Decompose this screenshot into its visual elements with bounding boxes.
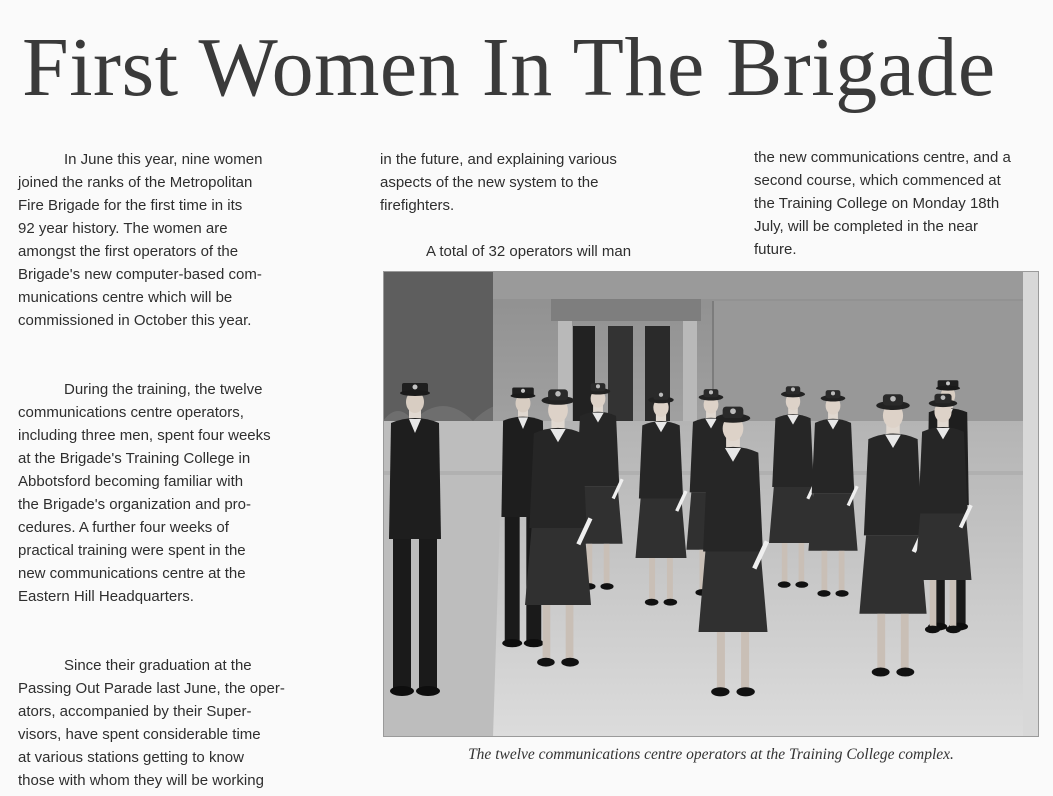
text-line: 92 year history. The women are: [18, 220, 228, 237]
text-line: in the future, and explaining various: [380, 151, 617, 168]
text-line: visors, have spent considerable time: [18, 726, 261, 743]
text-line: amongst the first operators of the: [18, 243, 239, 260]
text-line: the Training College on Monday 18th: [754, 195, 1000, 212]
text-line: In June this year, nine women: [64, 151, 263, 168]
column-1: [18, 148, 318, 792]
text-line: munications centre which will be: [18, 289, 233, 306]
text-line: Abbotsford becoming familiar with: [18, 473, 244, 490]
text-line: During the training, the twelve: [64, 381, 263, 398]
text-line: July, will be completed in the near: [754, 218, 979, 235]
text-line: Since their graduation at the: [64, 657, 252, 674]
text-line: those with whom they will be working: [18, 772, 264, 789]
headline: First Women In The Brigade: [22, 21, 996, 114]
text-line: future.: [754, 241, 797, 258]
text-line: the Brigade's organization and pro-: [18, 496, 252, 513]
text-line: joined the ranks of the Metropolitan: [18, 174, 253, 191]
group-photo: [383, 271, 1039, 737]
text-line: including three men, spent four weeks: [18, 427, 271, 444]
text-line: practical training were spent in the: [18, 542, 246, 559]
text-line: aspects of the new system to the: [380, 174, 599, 191]
text-line: Fire Brigade for the first time in its: [18, 197, 243, 214]
text-line: Eastern Hill Headquarters.: [18, 588, 194, 605]
text-line: ators, accompanied by their Super-: [18, 703, 252, 720]
photo-caption: The twelve communications centre operators at the Training College complex.: [468, 746, 954, 763]
text-line: second course, which commenced at: [754, 172, 1001, 189]
text-line: Passing Out Parade last June, the oper-: [18, 680, 285, 697]
text-line: the new communications centre, and a: [754, 149, 1011, 166]
text-line: communications centre operators,: [18, 404, 244, 421]
text-line: at the Brigade's Training College in: [18, 450, 251, 467]
text-line: new communications centre at the: [18, 565, 246, 582]
text-line: firefighters.: [380, 197, 455, 214]
text-line: at various stations getting to know: [18, 749, 244, 766]
text-line: commissioned in October this year.: [18, 312, 252, 329]
text-line: cedures. A further four weeks of: [18, 519, 229, 536]
text-line: Brigade's new computer-based com-: [18, 266, 262, 283]
column-2: [380, 148, 680, 263]
column-3: [754, 146, 1049, 261]
text-line: A total of 32 operators will man: [426, 243, 632, 260]
